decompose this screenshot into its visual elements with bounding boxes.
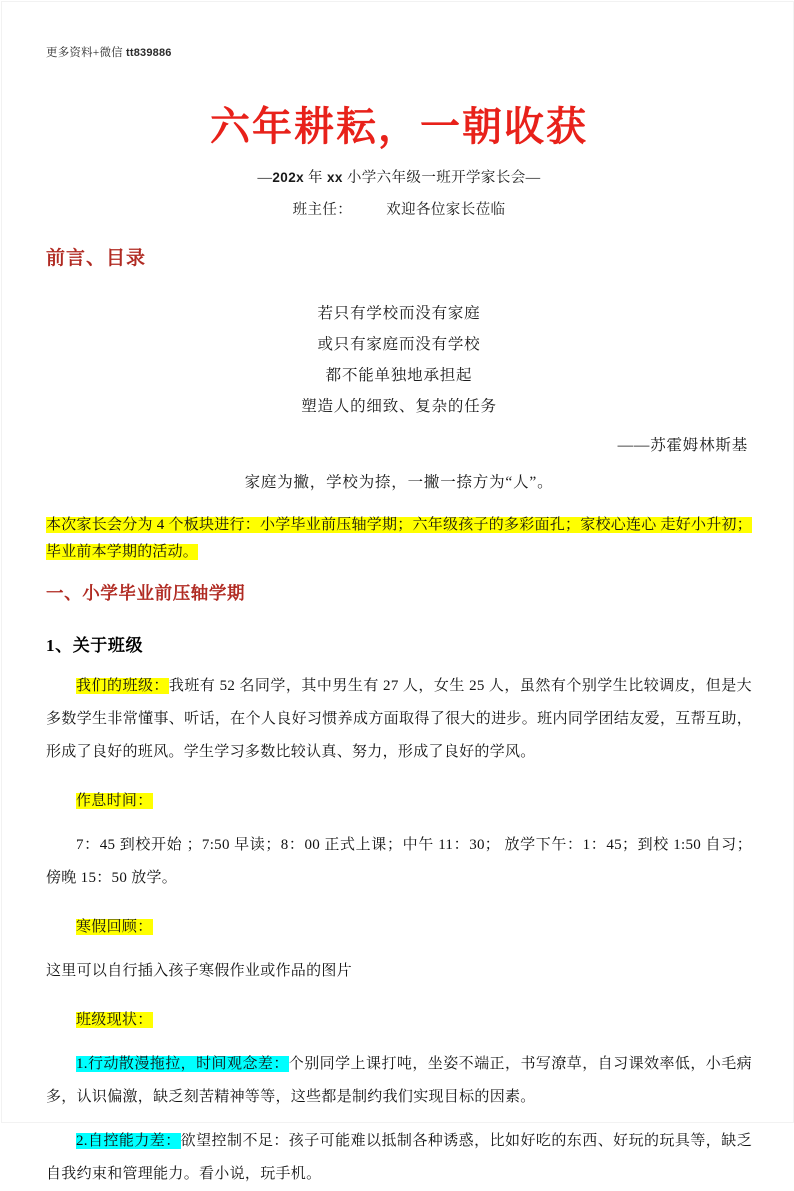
class-overview-label: 我们的班级： [76, 678, 169, 695]
quote-closing-line: 家庭为撇，学校为捺，一撇一捺方为“人”。 [244, 474, 554, 492]
quote-line: 塑造人的细致、复杂的任务 [301, 398, 497, 416]
section-one-subheading: 1、关于班级 [46, 636, 144, 656]
subtitle-prefix: — [257, 170, 273, 186]
class-status-label: 班级现状： [76, 1012, 153, 1029]
agenda-notice-text: 本次家长会分为 4 个板块进行：小学毕业前压轴学期；六年级孩子的多彩面孔；家校心连心 走好小升初；毕业前本学期的活动。 [46, 517, 752, 561]
schedule-label: 作息时间： [76, 793, 153, 810]
class-status-item-label: 1.行动散漫拖拉，时间观念差： [76, 1056, 289, 1073]
class-status-label-paragraph [46, 1004, 752, 1037]
class-status-item [46, 1048, 752, 1114]
watermark-header [46, 44, 752, 62]
class-status-item-label: 2.自控能力差： [76, 1133, 181, 1150]
quote-attribution: ——苏霍姆林斯基 [617, 437, 748, 455]
winter-review-body-paragraph: 这里可以自行插入孩子寒假作业或作品的图片 [46, 963, 353, 980]
teacher-line [46, 200, 752, 222]
winter-review-label-paragraph [46, 911, 752, 944]
agenda-notice [46, 512, 752, 566]
class-status-item-body: 欲望控制不足：孩子可能难以抵制各种诱惑，比如好吃的东西、好玩的玩具等，缺乏自我约束和管理能力。看小说，玩手机。 [46, 1133, 752, 1183]
class-status-item [46, 1125, 752, 1191]
quote-line: 都不能单独地承担起 [325, 367, 473, 385]
schedule-body-paragraph: 7：45 到校开始 ；7:50 早读；8：00 正式上课；中午 11：30； 放学下午：1：45；到校 1:50 自习；傍晚 15：50 放学。 [46, 837, 752, 887]
class-status-item-body: 个别同学上课打吨，坐姿不端正，书写潦草，自习课效率低，小毛病多，认识偏激，缺乏刻苦精神等等，这些都是制约我们实现目标的因素。 [46, 1056, 752, 1106]
quote-line: 或只有家庭而没有学校 [317, 336, 481, 354]
watermark-prefix: 更多资料+微信 [46, 47, 126, 59]
welcome-text: 欢迎各位家长莅临 [386, 201, 506, 218]
document-subtitle [46, 168, 752, 190]
quote-block [46, 298, 752, 498]
subtitle-school: xx [326, 170, 343, 185]
quote-line: 若只有学校而没有家庭 [317, 305, 481, 323]
subtitle-mid: 年 [304, 170, 327, 186]
teacher-label: 班主任： [292, 201, 353, 218]
schedule-label-paragraph [46, 785, 752, 818]
preface-heading: 前言、目录 [46, 247, 147, 269]
watermark-id: tt839886 [125, 47, 172, 59]
class-overview-body: 我班有 52 名同学，其中男生有 27 人，女生 25 人，虽然有个别学生比较调皮，但是大多数学生非常懂事、听话，在个人良好习惯养成方面取得了很大的进步。班内同学团结友爱，互帮互助，形成了良好的班风。学生学习多数比较认真、努力，形成了良好的学风。 [46, 678, 752, 761]
subtitle-year: 202x [272, 170, 305, 185]
page-title: 六年耕耘，一朝收获 [210, 104, 588, 149]
winter-review-label: 寒假回顾： [76, 919, 153, 936]
subtitle-tail: 小学六年级一班开学家长会— [342, 170, 541, 186]
class-overview-paragraph [46, 670, 752, 769]
document-content [46, 44, 752, 1191]
section-one-heading: 一、小学毕业前压轴学期 [46, 583, 246, 604]
